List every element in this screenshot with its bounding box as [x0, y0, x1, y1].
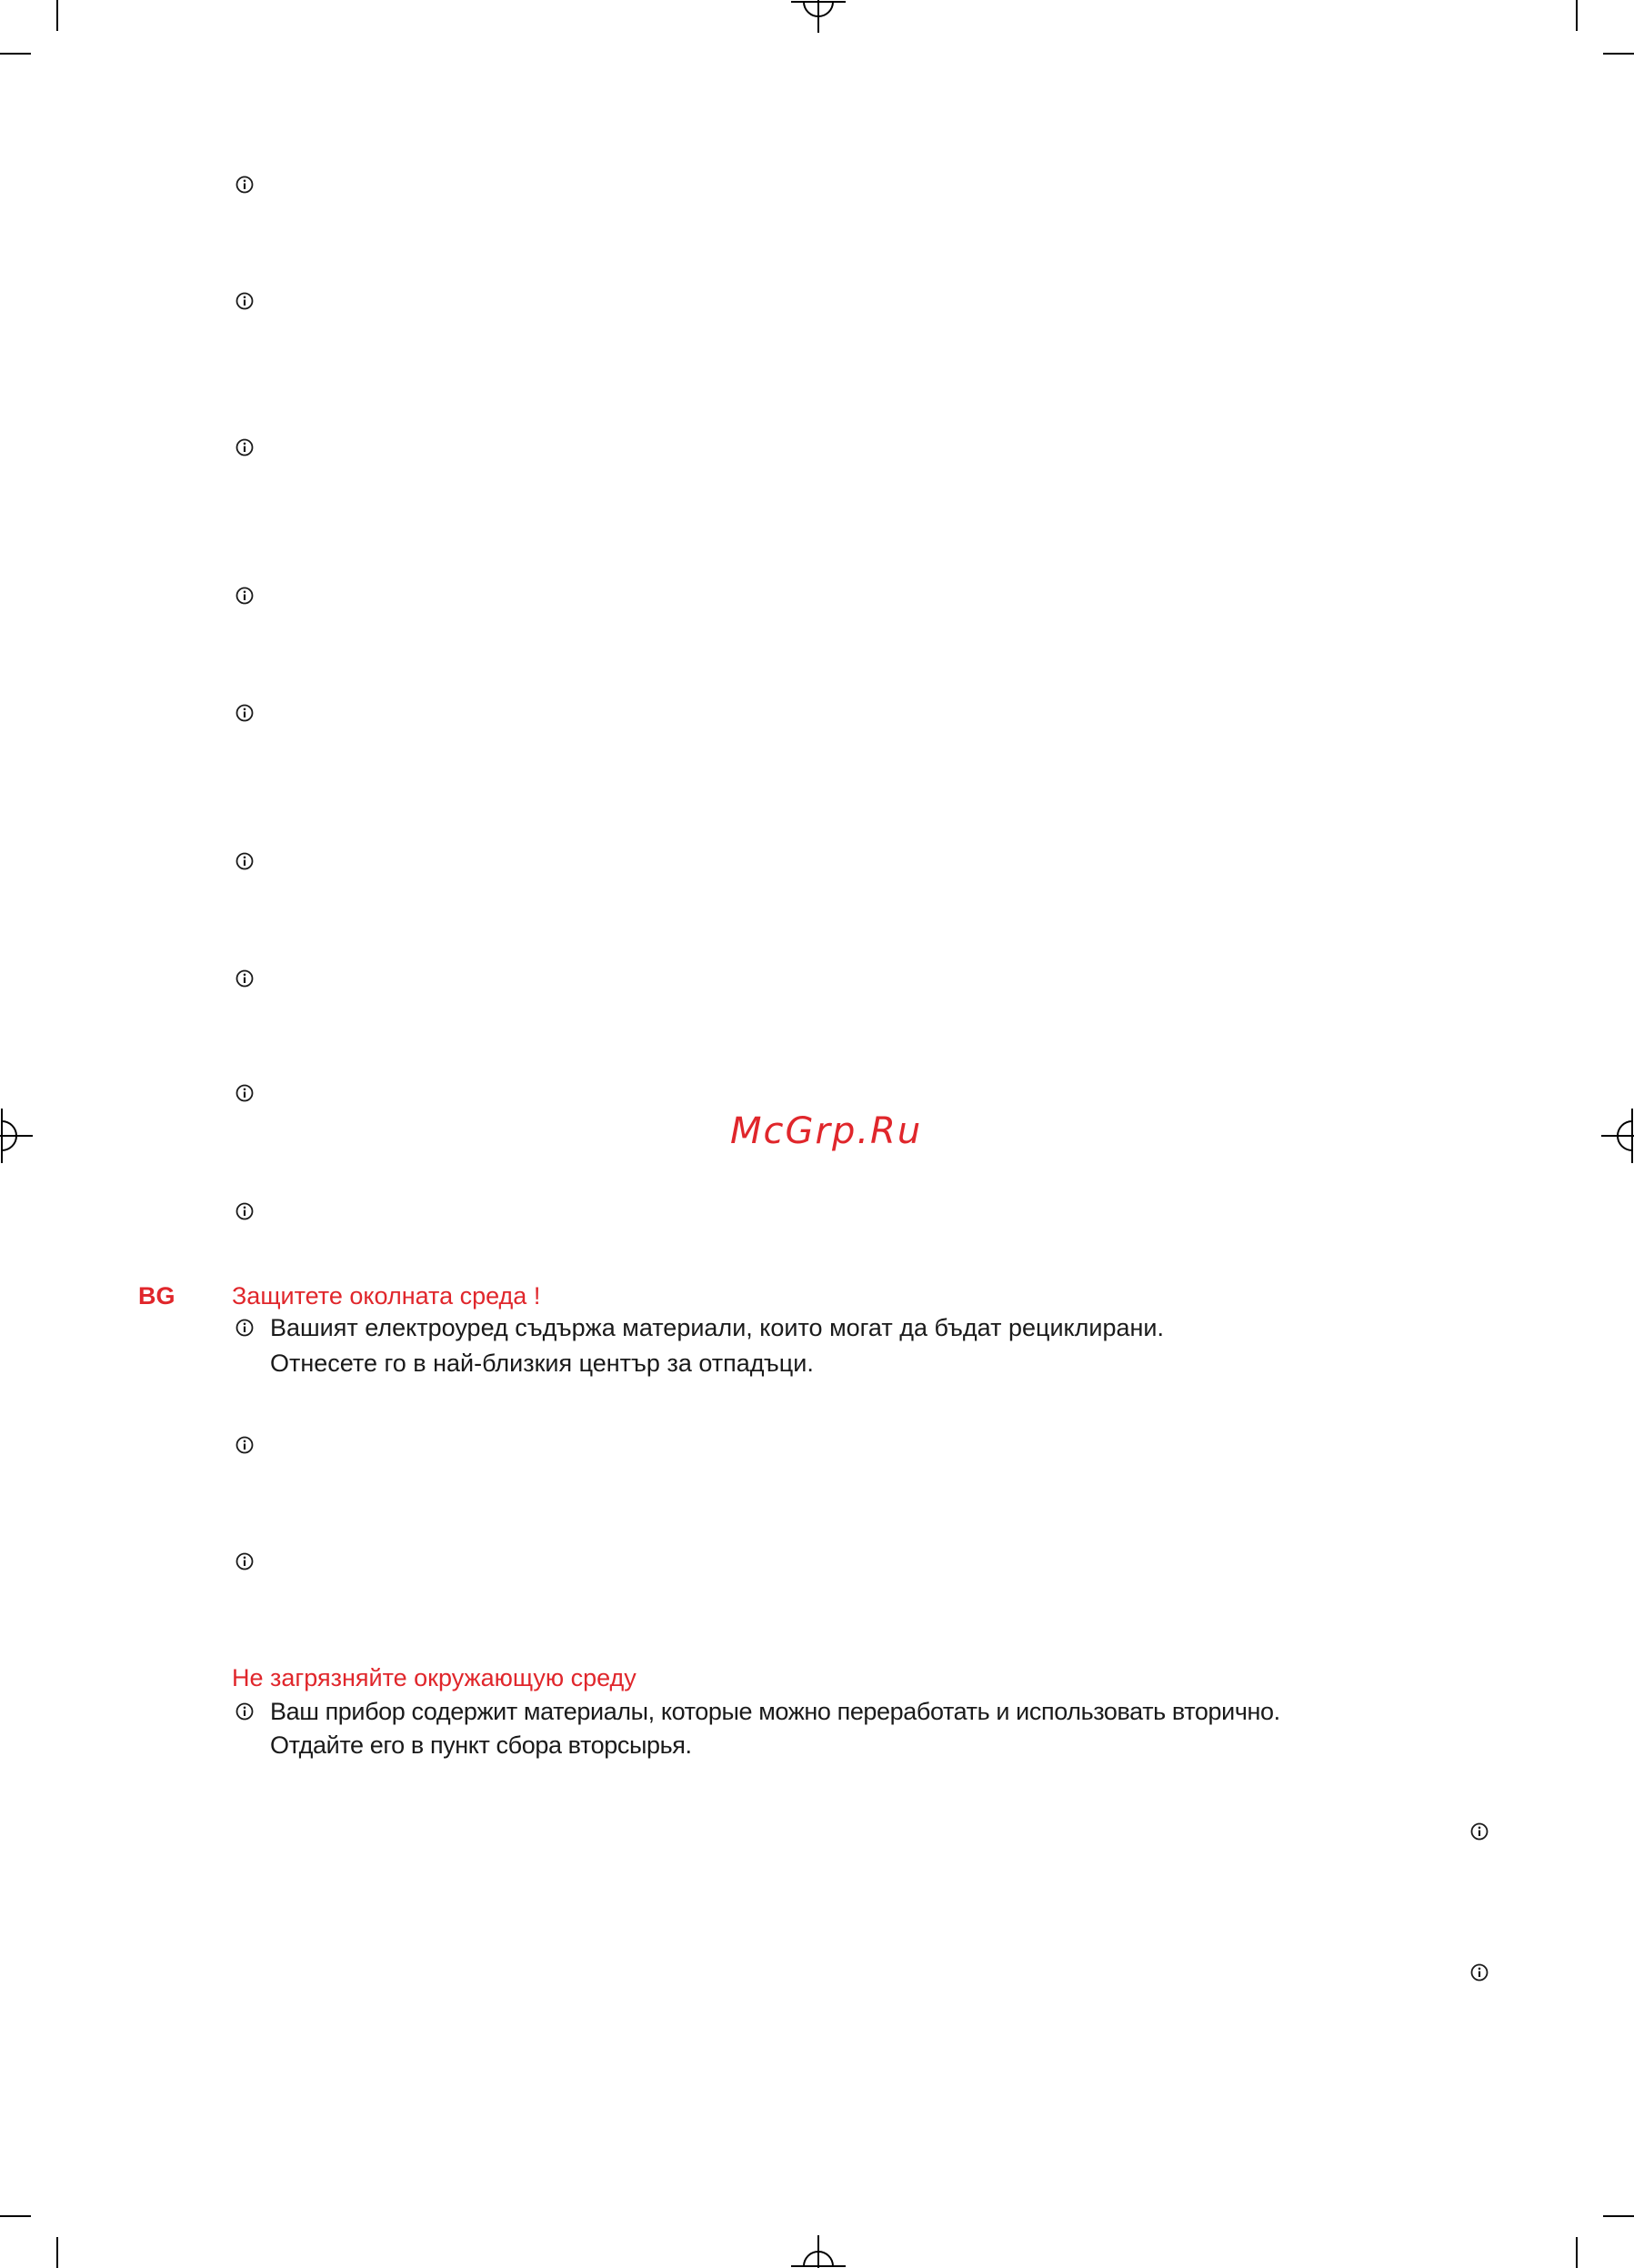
- info-circle-icon: [236, 292, 254, 310]
- info-circle-icon: [236, 176, 254, 194]
- body-text: Вашият електроуред съдържа материали, които могат да бъдат рециклирани.: [270, 1314, 1165, 1341]
- info-circle-icon: [236, 1702, 254, 1721]
- info-circle-icon: [236, 1084, 254, 1102]
- body-text: Ваш прибор содержит материалы, которые можно переработать и использовать вторично.: [270, 1698, 1280, 1725]
- crop-mark: [56, 0, 58, 31]
- crop-mark: [1603, 53, 1634, 55]
- info-circle-icon: [1470, 1963, 1489, 1982]
- registration-mark: [1598, 1109, 1634, 1163]
- registration-mark: [0, 1109, 36, 1163]
- info-circle-icon: [236, 438, 254, 457]
- registration-mark: [791, 0, 846, 36]
- info-circle-icon: [236, 969, 254, 988]
- info-circle-icon: [236, 587, 254, 605]
- body-text: Отдайте его в пункт сбора вторсырья.: [270, 1731, 692, 1759]
- crop-mark: [1576, 2237, 1578, 2268]
- section-heading: Не загрязняйте окружающую среду: [232, 1664, 637, 1691]
- info-circle-icon: [236, 1319, 254, 1337]
- section-heading: Защитете околната среда !: [232, 1282, 541, 1310]
- info-circle-icon: [236, 1552, 254, 1571]
- language-code: BG: [138, 1282, 175, 1310]
- info-circle-icon: [236, 704, 254, 722]
- crop-mark: [56, 2237, 58, 2268]
- crop-mark: [1576, 0, 1578, 31]
- crop-mark: [0, 2215, 31, 2217]
- watermark: McGrp.Ru: [730, 1110, 923, 1152]
- info-circle-icon: [1470, 1822, 1489, 1841]
- info-circle-icon: [236, 1436, 254, 1454]
- crop-mark: [1603, 2215, 1634, 2217]
- crop-mark: [0, 53, 31, 55]
- info-circle-icon: [236, 852, 254, 870]
- body-text: Отнесете го в най-близкия център за отпадъци.: [270, 1350, 814, 1377]
- info-circle-icon: [236, 1202, 254, 1220]
- registration-mark: [791, 2232, 846, 2268]
